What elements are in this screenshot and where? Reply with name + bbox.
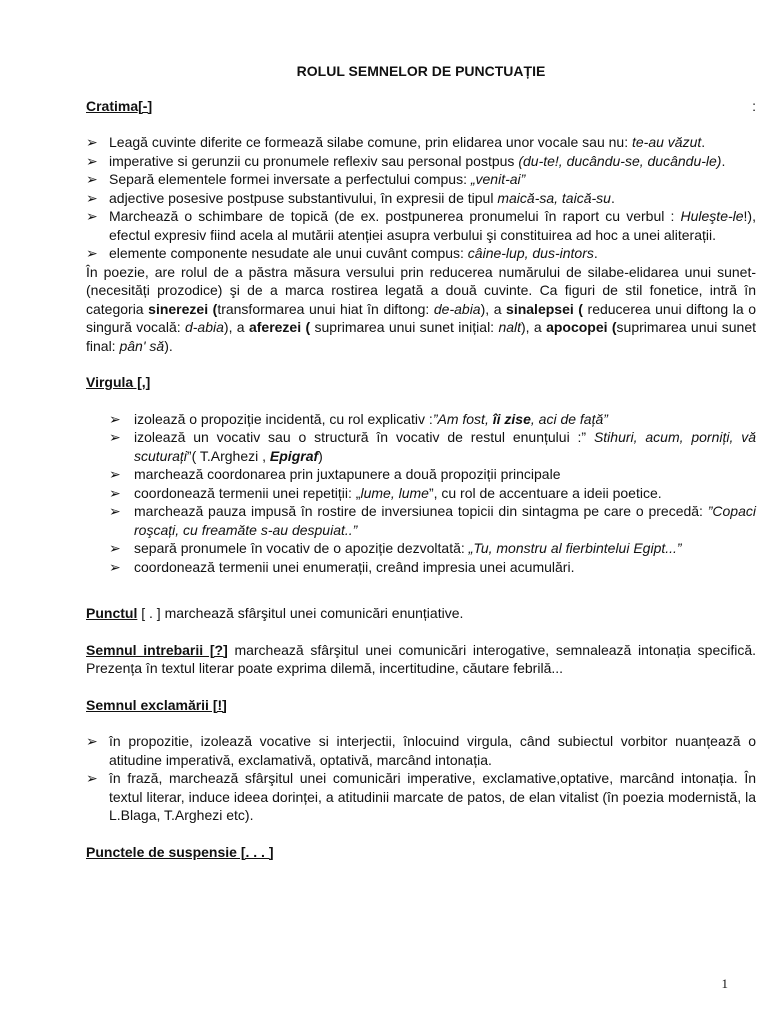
text-run: ”Copaci roşcați, cu freamăte s-au despuiat..” [134, 503, 756, 538]
list-item [86, 539, 756, 558]
text-run: . [593, 245, 598, 261]
text-run: sinalepsei ( [506, 300, 583, 317]
text-run: elemente componente nesudate ale unui cuvânt compus: [109, 245, 468, 261]
text-run: te-au văzut [631, 134, 702, 150]
document-title: ROLUL SEMNELOR DE PUNCTUAȚIE [296, 63, 546, 79]
arrow-bullet-icon: ➢ [109, 466, 121, 482]
text-run: În poezie, are rolul de a păstra măsura versului prin reducerea numărului de silabe-elidarea unui sunet- (necesități prozodice) şi de a marca rostirea legată a două cuvinte. Ca figuri de stil fonetice, intră în categoria [86, 263, 756, 317]
text-run: marchează coordonarea prin juxtapunere a două propoziții principale [134, 466, 561, 482]
text-run: d-abia [184, 319, 224, 335]
text-run: „venit-ai” [470, 171, 526, 187]
list-item [86, 484, 756, 503]
text-run: în propozitie, izolează vocative si interjectii, înlocuind virgula, când subiectul vorbitor nuanțează o atitudine imperativă, exclamativă, optativă, marcând intonația. [109, 733, 756, 768]
text-run: ). [164, 337, 173, 354]
list-item [86, 170, 756, 189]
text-run: adjective posesive postpuse substantivului, în expresii de tipul [109, 189, 498, 206]
arrow-bullet-icon: ➢ [86, 770, 98, 786]
text-run: separă pronumele în vocativ de o apoziție dezvoltată: [134, 540, 469, 556]
list-item [86, 732, 756, 769]
arrow-bullet-icon: ➢ [109, 429, 121, 445]
text-run: , aci de față” [530, 410, 608, 427]
text-run: Separă elementele formei inversate a perfectului compus: [109, 171, 471, 187]
text-run: apocopei ( [546, 319, 617, 335]
cratima-heading-row [86, 97, 756, 116]
punctul-text: [ . ] marchează sfârşitul unei comunicări enunțiative. [137, 605, 464, 621]
list-item [86, 207, 756, 244]
text-run: ”, cu rol de accentuare a ideii poetice. [428, 484, 662, 501]
arrow-bullet-icon: ➢ [86, 189, 98, 206]
text-run: în frază, marchează sfârşitul unei comunicări imperative, exclamative,optative, marcând intonația. În textul literar, induce ideea dorinței, a atitudinii marcate de patos, de elan vitalist (în poezia modernistă, la L.Blaga, T.Arghezi etc). [109, 770, 756, 823]
cratima-list [86, 133, 756, 263]
list-item [86, 428, 756, 465]
text-run: ”( T.Arghezi , [186, 447, 270, 464]
punctul-heading: Punctul [86, 605, 138, 621]
text-run: îi zise [492, 410, 531, 427]
list-item [86, 465, 756, 484]
text-run: ), a [521, 319, 547, 335]
text-run: coordonează termenii unei repetiții: „ [134, 484, 361, 501]
list-item [86, 133, 756, 152]
arrow-bullet-icon: ➢ [86, 733, 98, 749]
text-run: izolează un vocativ sau o structură în vocativ de restul enunțului :” [134, 429, 594, 445]
arrow-bullet-icon: ➢ [109, 540, 121, 556]
arrow-bullet-icon: ➢ [86, 245, 98, 261]
text-run: ), a [223, 319, 249, 335]
exclamarii-list [86, 732, 756, 825]
punctul-paragraph [86, 604, 756, 623]
list-item [86, 152, 756, 171]
document-page [86, 62, 756, 861]
text-run: . [721, 152, 726, 169]
list-item [86, 189, 756, 208]
text-run: maică-sa, taică-su [497, 189, 611, 206]
text-run: Epigraf [269, 447, 319, 464]
intrebarii-text: marchează sfârşitul unei comunicări interogative, semnalează intonația specifică. Prezența în textul literar poate exprima dilemă, incertitudine, căutare febrilă... [86, 641, 757, 676]
list-item [86, 244, 756, 263]
text-run: nalt [498, 319, 522, 335]
text-run: lume, lume [360, 484, 429, 501]
text-run: suprimarea unui sunet final: [86, 319, 756, 354]
exclamarii-heading: Semnul exclamării [!] [86, 696, 227, 713]
arrow-bullet-icon: ➢ [86, 208, 98, 224]
text-run: Stihuri, acum, porniți, vă scuturați [134, 429, 757, 464]
list-item [86, 502, 756, 539]
arrow-bullet-icon: ➢ [109, 484, 121, 501]
cratima-colon-marker: : [752, 97, 756, 114]
text-run: Marchează o schimbare de topică (de ex. postpunerea pronumelui în raport cu verbul : [109, 208, 681, 224]
suspensie-heading: Punctele de suspensie [. . . ] [86, 843, 274, 860]
text-run: sinerezei ( [148, 300, 218, 317]
intrebarii-heading: Semnul intrebarii [?] [86, 641, 228, 658]
list-item [86, 410, 756, 429]
text-run: aferezei ( [248, 319, 311, 335]
text-run: transformarea unui hiat în diftong: [217, 300, 434, 317]
list-item [86, 769, 756, 825]
virgula-heading: Virgula [,] [86, 374, 151, 390]
cratima-heading: Cratima[-] [86, 97, 153, 114]
arrow-bullet-icon: ➢ [86, 152, 98, 169]
text-run: Leagă cuvinte diferite ce formează silabe comune, prin elidarea unor vocale sau nu: [109, 134, 632, 150]
text-run: . [610, 189, 615, 206]
text-run: coordonează termenii unei enumerații, creând impresia unei acumulări. [134, 558, 575, 575]
text-run: ) [318, 447, 323, 464]
arrow-bullet-icon: ➢ [109, 503, 121, 519]
cratima-paragraph [86, 263, 756, 356]
arrow-bullet-icon: ➢ [86, 134, 98, 150]
text-run: !), efectul expresiv fiind acela al mutării atenției asupra verbului şi constituirea ad hoc a unei aliterații. [109, 208, 756, 243]
arrow-bullet-icon: ➢ [109, 558, 121, 575]
text-run: . [701, 134, 706, 150]
text-run: suprimarea unui sunet inițial: [310, 319, 499, 335]
arrow-bullet-icon: ➢ [109, 410, 121, 427]
text-run: ”Am fost, [432, 410, 493, 427]
text-run: izolează o propoziție incidentă, cu rol explicativ : [134, 410, 433, 427]
text-run: „Tu, monstru al fierbintelui Egipt...” [468, 540, 682, 556]
text-run: imperative si gerunzii cu pronumele reflexiv sau personal postpus [109, 152, 519, 169]
text-run: câine-lup, dus-intors [467, 245, 594, 261]
list-item [86, 558, 756, 577]
text-run: reducerea unui diftong la o singură vocală: [86, 300, 756, 335]
text-run: ), a [480, 300, 507, 317]
page-number: 1 [721, 976, 728, 991]
arrow-bullet-icon: ➢ [86, 171, 98, 187]
text-run: marchează pauza impusă în rostire de inversiunea topicii din sintagma pe care o precedă: [134, 503, 708, 519]
text-run: Huleşte-le [680, 208, 744, 224]
virgula-list [86, 410, 756, 577]
text-run: de-abia [433, 300, 481, 317]
text-run: (du-te!, ducându-se, ducându-le) [518, 152, 722, 169]
intrebarii-paragraph [86, 641, 756, 678]
text-run: pân' să [119, 337, 165, 354]
